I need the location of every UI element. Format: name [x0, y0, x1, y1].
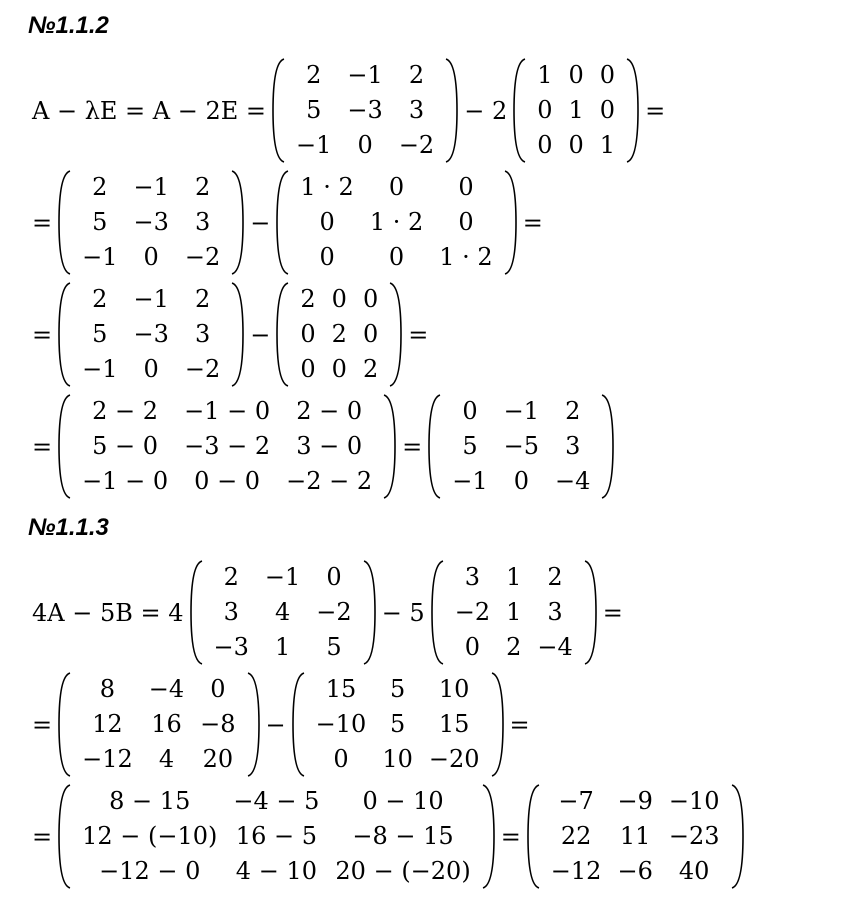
matrix-cell: 1 — [537, 61, 553, 89]
matrix-cell: −1 − 0 — [184, 397, 271, 425]
matrix-cell: 22 — [560, 822, 592, 850]
matrix-cell: −1 — [82, 355, 118, 383]
matrix-cell: 3 — [194, 208, 211, 236]
matrix-cell: 2 — [92, 285, 108, 313]
matrix-cell: −3 — [133, 208, 169, 236]
equation-line — [28, 672, 534, 777]
matrix-cell: −3 — [133, 320, 169, 348]
matrix-cell: 3 − 0 — [296, 432, 363, 460]
matrix-cell: 2 — [194, 173, 211, 201]
matrix-cell: 1 — [506, 563, 522, 591]
matrix-cell: 15 — [438, 710, 470, 738]
equation-text: − — [250, 208, 271, 237]
matrix-cell: 0 — [143, 355, 159, 383]
equation-text: = — [32, 208, 53, 237]
matrix-cell: 1 · 2 — [369, 208, 424, 236]
matrix-cell: −1 — [347, 61, 383, 89]
matrix-cell: 3 — [547, 598, 563, 626]
equation-text: = — [32, 822, 53, 851]
matrix-cell: −3 − 2 — [184, 432, 271, 460]
left-paren — [513, 58, 527, 163]
matrix-cell: 0 — [326, 563, 342, 591]
matrix-cell: 3 — [223, 598, 239, 626]
matrix-cell: −2 — [316, 598, 352, 626]
matrix — [58, 394, 396, 499]
right-paren — [503, 170, 517, 275]
matrix-cell: 2 — [306, 61, 322, 89]
matrix-cell: −5 — [503, 432, 540, 460]
matrix-cell: −1 — [82, 243, 118, 271]
matrix-cell: −12 − 0 — [99, 857, 201, 885]
matrix-cell: 8 − 15 — [109, 787, 191, 815]
matrix-cell: 2 — [194, 285, 211, 313]
left-paren — [276, 170, 290, 275]
matrix-cell: 5 — [389, 710, 406, 738]
matrix — [58, 170, 244, 275]
matrix-cell: −4 — [148, 675, 185, 703]
left-paren — [276, 282, 290, 387]
left-paren — [58, 394, 72, 499]
matrix-cell: 1 — [568, 96, 584, 124]
equation-line — [28, 560, 627, 665]
matrix-cell: 12 − (−10) — [82, 822, 218, 850]
matrix — [58, 282, 244, 387]
matrix-cell: −9 — [617, 787, 653, 815]
matrix — [513, 58, 639, 163]
matrix-cell: −12 — [550, 857, 602, 885]
right-paren — [490, 672, 504, 777]
right-paren — [600, 394, 614, 499]
matrix-cell: 4 − 10 — [235, 857, 317, 885]
matrix-cell: 5 — [389, 675, 406, 703]
matrix-cell: 0 — [357, 131, 373, 159]
matrix-cell: −2 − 2 — [286, 467, 373, 495]
matrix-cell: −10 — [668, 787, 720, 815]
matrix-cell: −20 — [428, 745, 480, 773]
matrix-cell: 0 — [319, 208, 335, 236]
left-paren — [292, 672, 306, 777]
equation-text: = — [32, 320, 53, 349]
matrix-cell: 1 · 2 — [439, 243, 493, 271]
matrix-cell: −1 — [452, 467, 488, 495]
right-paren — [583, 560, 597, 665]
equation-text: − — [265, 710, 286, 739]
matrix-cell: −4 — [537, 633, 573, 661]
matrix-cell: 2 — [92, 173, 108, 201]
left-paren — [58, 170, 72, 275]
matrix-cell: 2 — [565, 397, 581, 425]
left-paren — [58, 282, 72, 387]
right-paren — [444, 58, 458, 163]
matrix-cell: −1 — [503, 397, 540, 425]
matrix-cell: 0 — [458, 173, 474, 201]
matrix-cell: 2 — [506, 633, 522, 661]
matrix-cell: 0 — [568, 131, 584, 159]
matrix-cell: 3 — [408, 96, 425, 124]
matrix-cell: −4 — [555, 467, 591, 495]
equation-text: = — [509, 710, 530, 739]
matrix-cell: 0 — [331, 355, 347, 383]
matrix-cell: 0 — [333, 745, 349, 773]
right-paren — [246, 672, 260, 777]
matrix-cell: 0 — [513, 467, 529, 495]
matrix — [292, 672, 504, 777]
matrix-cell: 2 — [362, 355, 379, 383]
right-paren — [625, 58, 639, 163]
matrix-cell: 12 — [92, 710, 123, 738]
left-paren — [272, 58, 286, 163]
matrix-cell: 0 — [599, 96, 616, 124]
matrix-cell: 0 — [388, 173, 405, 201]
matrix-cell: 1 — [506, 598, 522, 626]
matrix-cell: −1 − 0 — [82, 467, 169, 495]
matrix-cell: 16 — [151, 710, 182, 738]
matrix-cell: 15 — [325, 675, 357, 703]
matrix-cell: 2 — [408, 61, 425, 89]
matrix-cell: 0 — [599, 61, 616, 89]
matrix-cell: 0 — [331, 285, 347, 313]
matrix-cell: 4 — [158, 745, 175, 773]
matrix-cell: −1 — [296, 131, 332, 159]
matrix-cell: 0 − 10 — [362, 787, 444, 815]
matrix — [58, 672, 259, 777]
matrix-cell: 0 — [537, 96, 553, 124]
matrix-cell: 40 — [678, 857, 710, 885]
right-paren — [382, 394, 396, 499]
matrix-cell: 0 — [458, 208, 474, 236]
matrix-cell: 0 — [568, 61, 584, 89]
equation-text: 4A − 5B = 4 — [32, 598, 184, 627]
matrix — [428, 394, 614, 499]
matrix-cell: 5 — [462, 432, 478, 460]
matrix-cell: 5 — [326, 633, 342, 661]
matrix-cell: 0 — [300, 320, 316, 348]
equation-text: − — [250, 320, 271, 349]
matrix-cell: 20 − (−20) — [335, 857, 471, 885]
matrix-cell: 5 — [306, 96, 322, 124]
right-paren — [362, 560, 376, 665]
matrix-cell: 8 — [99, 675, 116, 703]
left-paren — [431, 560, 445, 665]
matrix-cell: 0 — [537, 131, 553, 159]
matrix-cell: −4 − 5 — [233, 787, 320, 815]
equation-line — [28, 784, 746, 889]
matrix-cell: −2 — [454, 598, 491, 626]
equation-text: = — [500, 822, 521, 851]
matrix-cell: 20 — [202, 745, 234, 773]
left-paren — [58, 672, 72, 777]
matrix-cell: −2 — [184, 355, 221, 383]
matrix-cell: 0 — [210, 675, 226, 703]
matrix-cell: 10 — [382, 745, 413, 773]
equation-line — [28, 282, 432, 387]
matrix-cell: 1 — [599, 131, 616, 159]
equation-line — [28, 170, 547, 275]
equation-text: = — [32, 432, 53, 461]
right-paren — [230, 170, 244, 275]
matrix-cell: 0 — [462, 397, 478, 425]
matrix-cell: 0 — [362, 320, 379, 348]
left-paren — [58, 784, 72, 889]
problem-heading-2: №1.1.3 — [28, 514, 109, 541]
matrix-cell: 0 — [300, 355, 316, 383]
problem-heading-1: №1.1.2 — [28, 12, 109, 39]
equation-text: = — [408, 320, 429, 349]
equation-line — [28, 394, 616, 499]
matrix-cell: 2 — [223, 563, 239, 591]
left-paren — [428, 394, 442, 499]
matrix-cell: 2 — [547, 563, 563, 591]
matrix-cell: 1 · 2 — [300, 173, 354, 201]
matrix-cell: 0 − 0 — [194, 467, 261, 495]
matrix-cell: 3 — [565, 432, 581, 460]
matrix — [272, 58, 458, 163]
matrix-cell: −3 — [347, 96, 383, 124]
matrix-cell: 0 — [143, 243, 159, 271]
matrix-cell: 5 — [92, 208, 108, 236]
left-paren — [527, 784, 541, 889]
equation-line — [28, 58, 669, 163]
matrix-cell: −10 — [315, 710, 367, 738]
equation-text: A − λE = A − 2E = — [32, 96, 267, 125]
matrix-cell: 16 − 5 — [235, 822, 317, 850]
matrix — [276, 282, 402, 387]
matrix-cell: −8 − 15 — [352, 822, 454, 850]
matrix-cell: 1 — [274, 633, 291, 661]
matrix-cell: 2 − 2 — [92, 397, 159, 425]
matrix-cell: 4 — [274, 598, 291, 626]
matrix — [431, 560, 597, 665]
equation-text: = — [645, 96, 666, 125]
matrix — [190, 560, 376, 665]
equation-text: = — [522, 208, 543, 237]
matrix-cell: 10 — [438, 675, 470, 703]
matrix-cell: 11 — [619, 822, 651, 850]
left-paren — [190, 560, 204, 665]
matrix-cell: −3 — [213, 633, 249, 661]
equation-text: − 2 — [464, 96, 508, 125]
matrix-cell: −6 — [617, 857, 653, 885]
matrix-cell: 3 — [464, 563, 481, 591]
right-paren — [230, 282, 244, 387]
matrix-cell: 0 — [362, 285, 379, 313]
matrix — [276, 170, 516, 275]
right-paren — [388, 282, 402, 387]
matrix-cell: −23 — [668, 822, 720, 850]
matrix-cell: 5 — [92, 320, 108, 348]
equation-text: − 5 — [381, 598, 425, 627]
matrix-cell: −7 — [558, 787, 594, 815]
matrix-cell: −1 — [133, 173, 169, 201]
matrix — [527, 784, 744, 889]
matrix-cell: 0 — [319, 243, 335, 271]
matrix-cell: −2 — [398, 131, 435, 159]
matrix-cell: 0 — [388, 243, 405, 271]
equation-text: = — [602, 598, 623, 627]
equation-text: = — [32, 710, 53, 739]
matrix — [58, 784, 495, 889]
matrix-cell: 2 — [300, 285, 316, 313]
matrix-cell: 2 — [331, 320, 347, 348]
matrix-cell: −8 — [200, 710, 236, 738]
matrix-cell: −1 — [264, 563, 301, 591]
matrix-cell: −1 — [133, 285, 169, 313]
matrix-cell: −12 — [82, 745, 133, 773]
equation-text: = — [402, 432, 423, 461]
matrix-cell: 3 — [194, 320, 211, 348]
matrix-cell: 5 − 0 — [92, 432, 159, 460]
matrix-cell: 0 — [464, 633, 481, 661]
matrix-cell: −2 — [184, 243, 221, 271]
right-paren — [730, 784, 744, 889]
matrix-cell: 2 − 0 — [296, 397, 363, 425]
right-paren — [481, 784, 495, 889]
